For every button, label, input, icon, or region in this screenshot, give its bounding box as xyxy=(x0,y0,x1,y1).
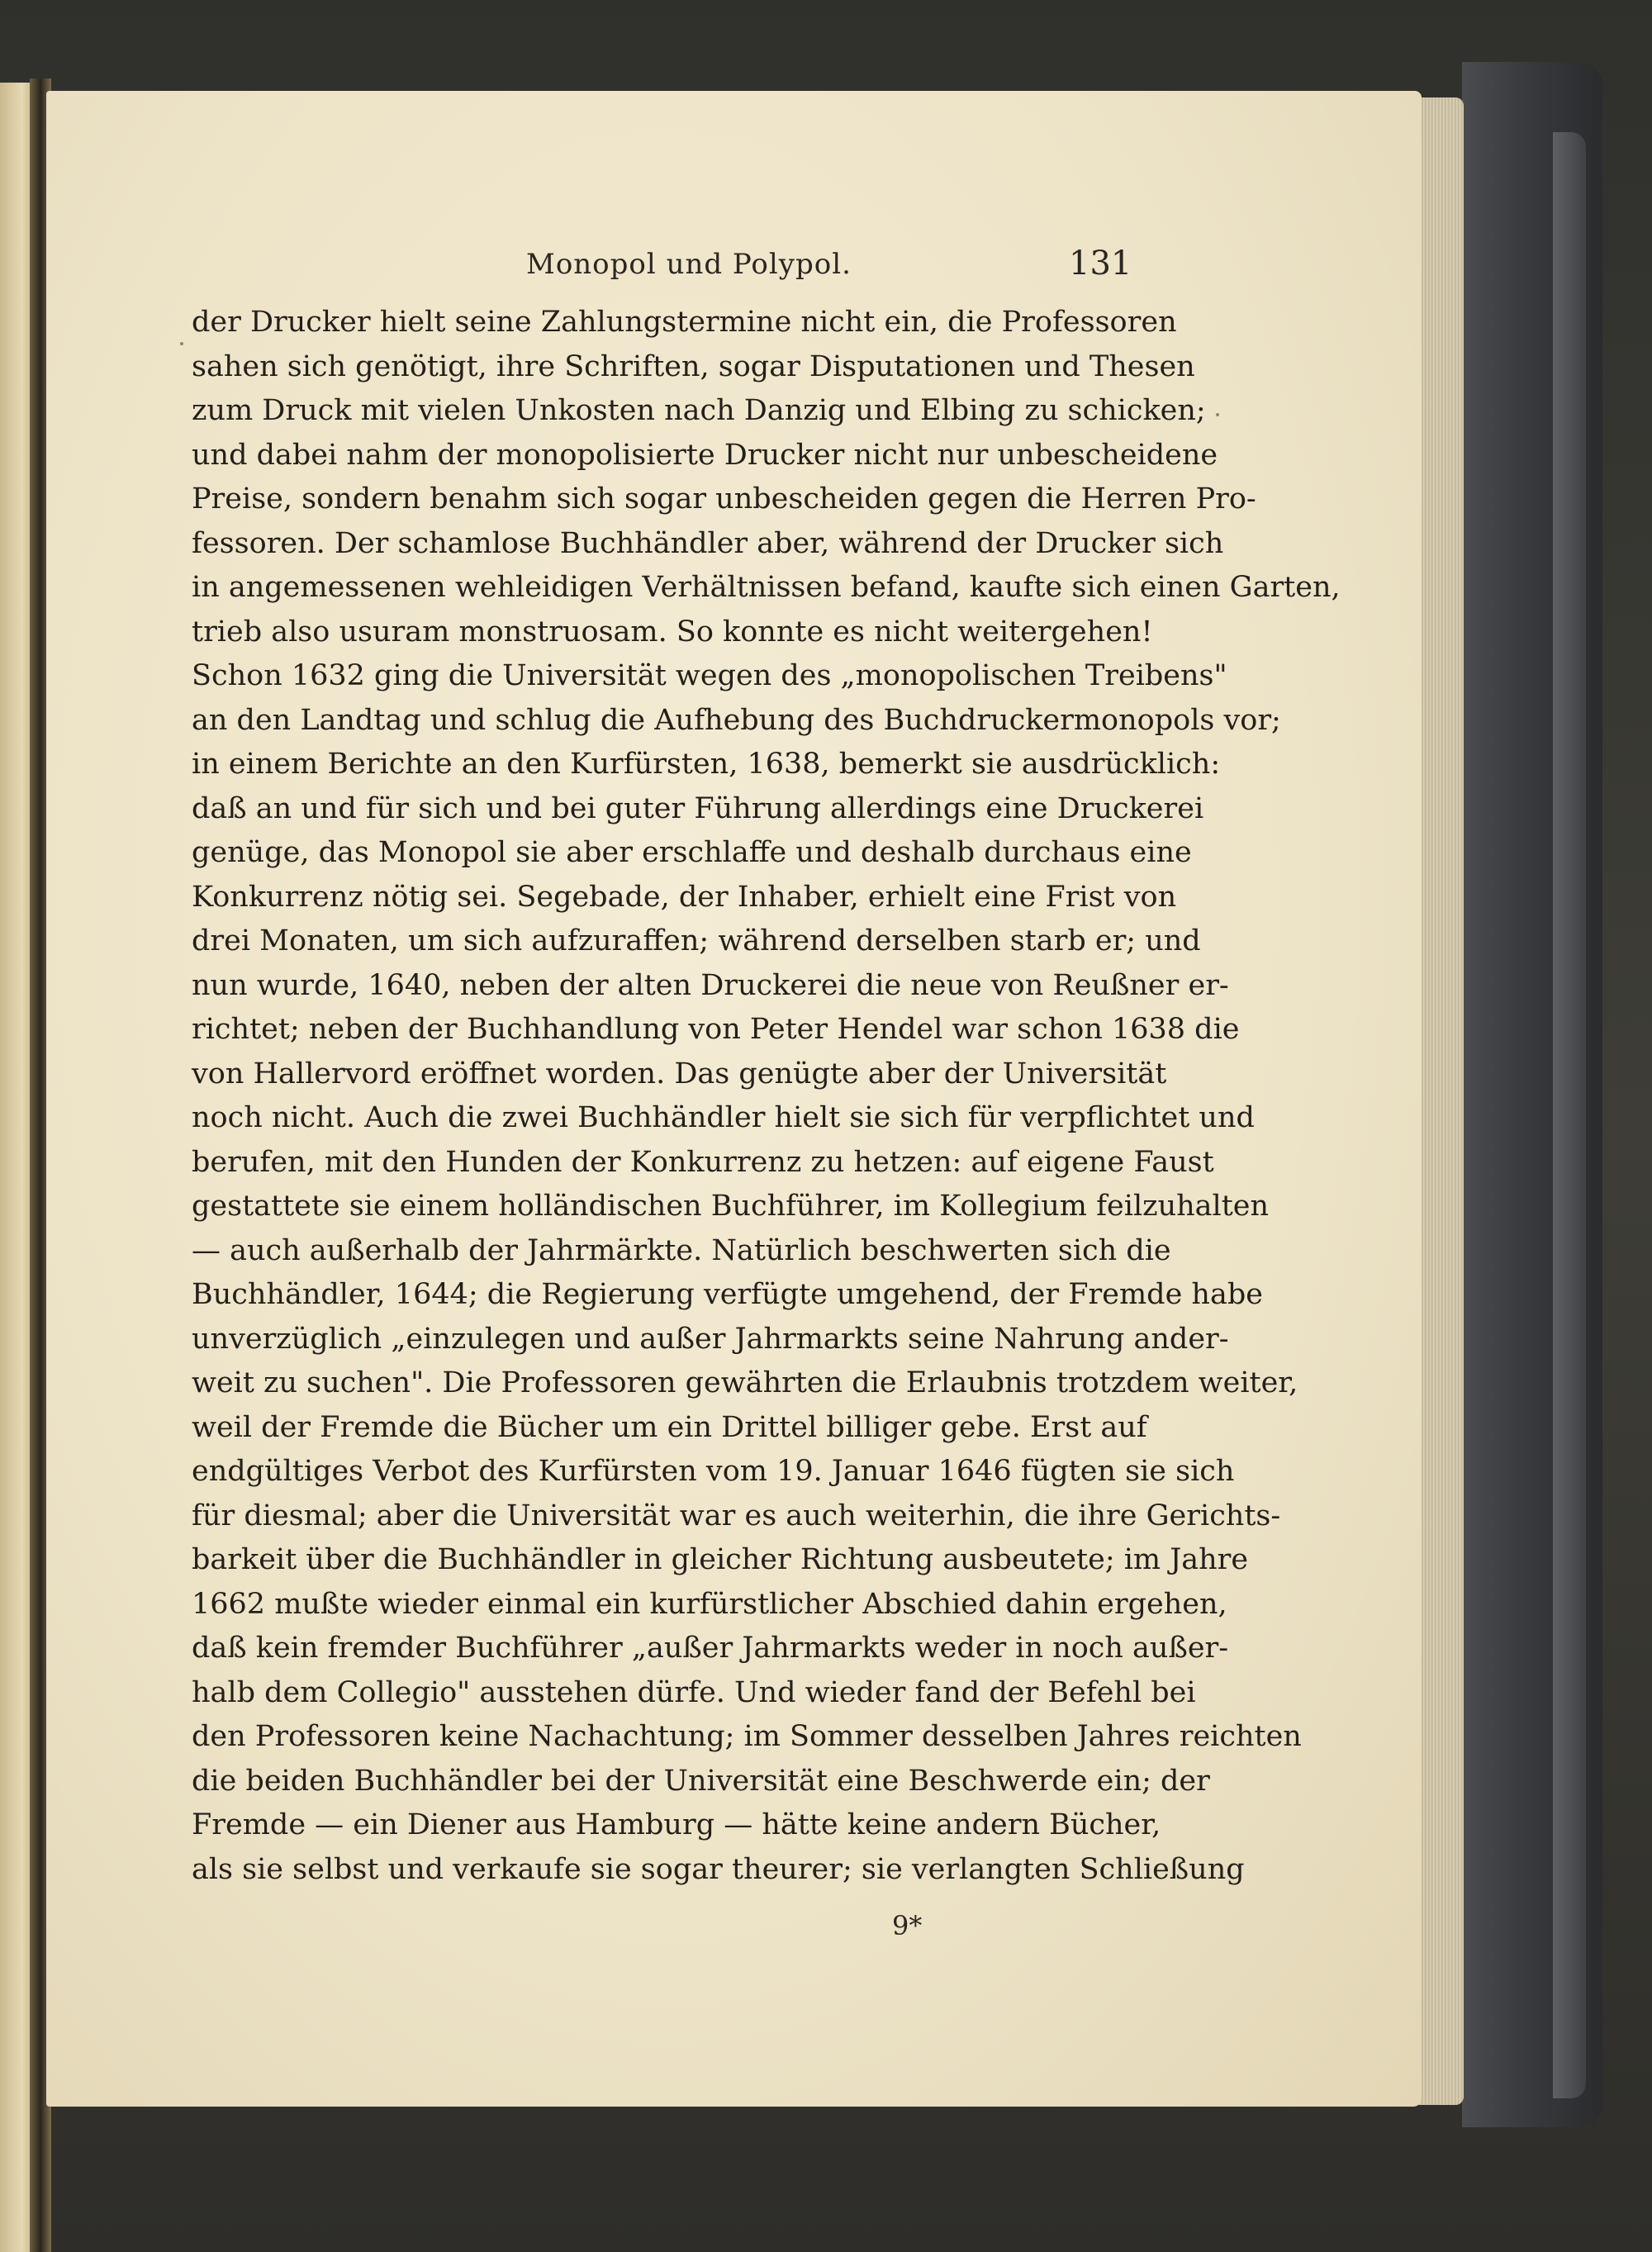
text-line: für diesmal; aber die Universität war es auch weiterhin, die ihre Gerichts- xyxy=(192,1499,1281,1532)
text-line: gestattete sie einem holländischen Buchführer, im Kollegium feilzuhalten xyxy=(192,1190,1270,1223)
text-line: fessoren. Der schamlose Buchhändler aber, während der Drucker sich xyxy=(192,526,1224,560)
text-line: und dabei nahm der monopolisierte Drucker nicht nur unbescheidene xyxy=(192,438,1218,472)
book-spine-edge xyxy=(1553,132,1586,2098)
text-line: barkeit über die Buchhändler in gleicher Richtung ausbeutete; im Jahre xyxy=(192,1543,1249,1576)
text-line: den Professoren keine Nachachtung; im Sommer desselben Jahres reichten xyxy=(192,1720,1302,1753)
running-title: Monopol und Polypol. xyxy=(526,248,852,281)
text-line: richtet; neben der Buchhandlung von Peter Hendel war schon 1638 die xyxy=(192,1013,1240,1046)
text-line: Buchhändler, 1644; die Regierung verfügte umgehend, der Fremde habe xyxy=(192,1278,1263,1311)
text-line: in einem Berichte an den Kurfürsten, 1638, bemerkt sie ausdrücklich: xyxy=(192,748,1221,781)
text-line: noch nicht. Auch die zwei Buchhändler hielt sie sich für verpflichtet und xyxy=(192,1101,1255,1134)
text-line: von Hallervord eröffnet worden. Das genügte aber der Universität xyxy=(192,1057,1167,1090)
text-line: drei Monaten, um sich aufzuraffen; während derselben starb er; und xyxy=(192,924,1201,957)
text-line: trieb also usuram monstruosam. So konnte es nicht weitergehen! xyxy=(192,615,1153,649)
text-line: zum Druck mit vielen Unkosten nach Danzig und Elbing zu schicken; xyxy=(192,394,1206,427)
text-line: daß kein fremder Buchführer „außer Jahrmarkts weder in noch außer- xyxy=(192,1632,1229,1665)
paper-speck xyxy=(1216,413,1219,416)
text-line: berufen, mit den Hunden der Konkurrenz zu hetzen: auf eigene Faust xyxy=(192,1145,1214,1179)
text-line: Preise, sondern benahm sich sogar unbescheiden gegen die Herren Pro- xyxy=(192,482,1256,515)
text-line: daß an und für sich und bei guter Führung allerdings eine Druckerei xyxy=(192,791,1204,825)
text-line: genüge, das Monopol sie aber erschlaffe und deshalb durchaus eine xyxy=(192,836,1192,869)
text-line: 1662 mußte wieder einmal ein kurfürstlicher Abschied dahin ergehen, xyxy=(192,1587,1227,1621)
text-line: unverzüglich „einzulegen und außer Jahrmarkts seine Nahrung ander- xyxy=(192,1322,1229,1356)
text-line: als sie selbst und verkaufe sie sogar theurer; sie verlangten Schließung xyxy=(192,1852,1245,1886)
text-line: nun wurde, 1640, neben der alten Druckerei die neue von Reußner er- xyxy=(192,968,1229,1002)
text-line: weit zu suchen". Die Professoren gewährten die Erlaubnis trotzdem weiter, xyxy=(192,1366,1298,1399)
body-text xyxy=(192,301,1341,1892)
text-line: an den Landtag und schlug die Aufhebung des Buchdruckermonopols vor; xyxy=(192,703,1281,737)
text-line: — auch außerhalb der Jahrmärkte. Natürlich beschwerten sich die xyxy=(192,1233,1171,1267)
text-line: endgültiges Verbot des Kurfürsten vom 19. Januar 1646 fügten sie sich xyxy=(192,1455,1235,1488)
text-line: weil der Fremde die Bücher um ein Drittel billiger gebe. Erst auf xyxy=(192,1410,1147,1444)
text-line: in angemessenen wehleidigen Verhältnissen befand, kaufte sich einen Garten, xyxy=(192,571,1341,604)
text-line: Konkurrenz nötig sei. Segebade, der Inhaber, erhielt eine Frist von xyxy=(192,880,1177,914)
paper-speck xyxy=(180,342,183,345)
text-line: sahen sich genötigt, ihre Schriften, sogar Disputationen und Thesen xyxy=(192,349,1195,383)
text-line: Schon 1632 ging die Universität wegen des „monopolischen Treibens" xyxy=(192,659,1227,692)
page-block-edge xyxy=(1414,97,1464,2105)
text-line: halb dem Collegio" ausstehen dürfe. Und wieder fand der Befehl bei xyxy=(192,1675,1196,1709)
text-line: Fremde — ein Diener aus Hamburg — hätte keine andern Bücher, xyxy=(192,1808,1161,1841)
signature-mark: 9* xyxy=(892,1910,923,1941)
page-number: 131 xyxy=(1069,245,1132,283)
text-line: die beiden Buchhändler bei der Universität eine Beschwerde ein; der xyxy=(192,1764,1210,1798)
text-line: der Drucker hielt seine Zahlungstermine nicht ein, die Professoren xyxy=(192,306,1177,339)
